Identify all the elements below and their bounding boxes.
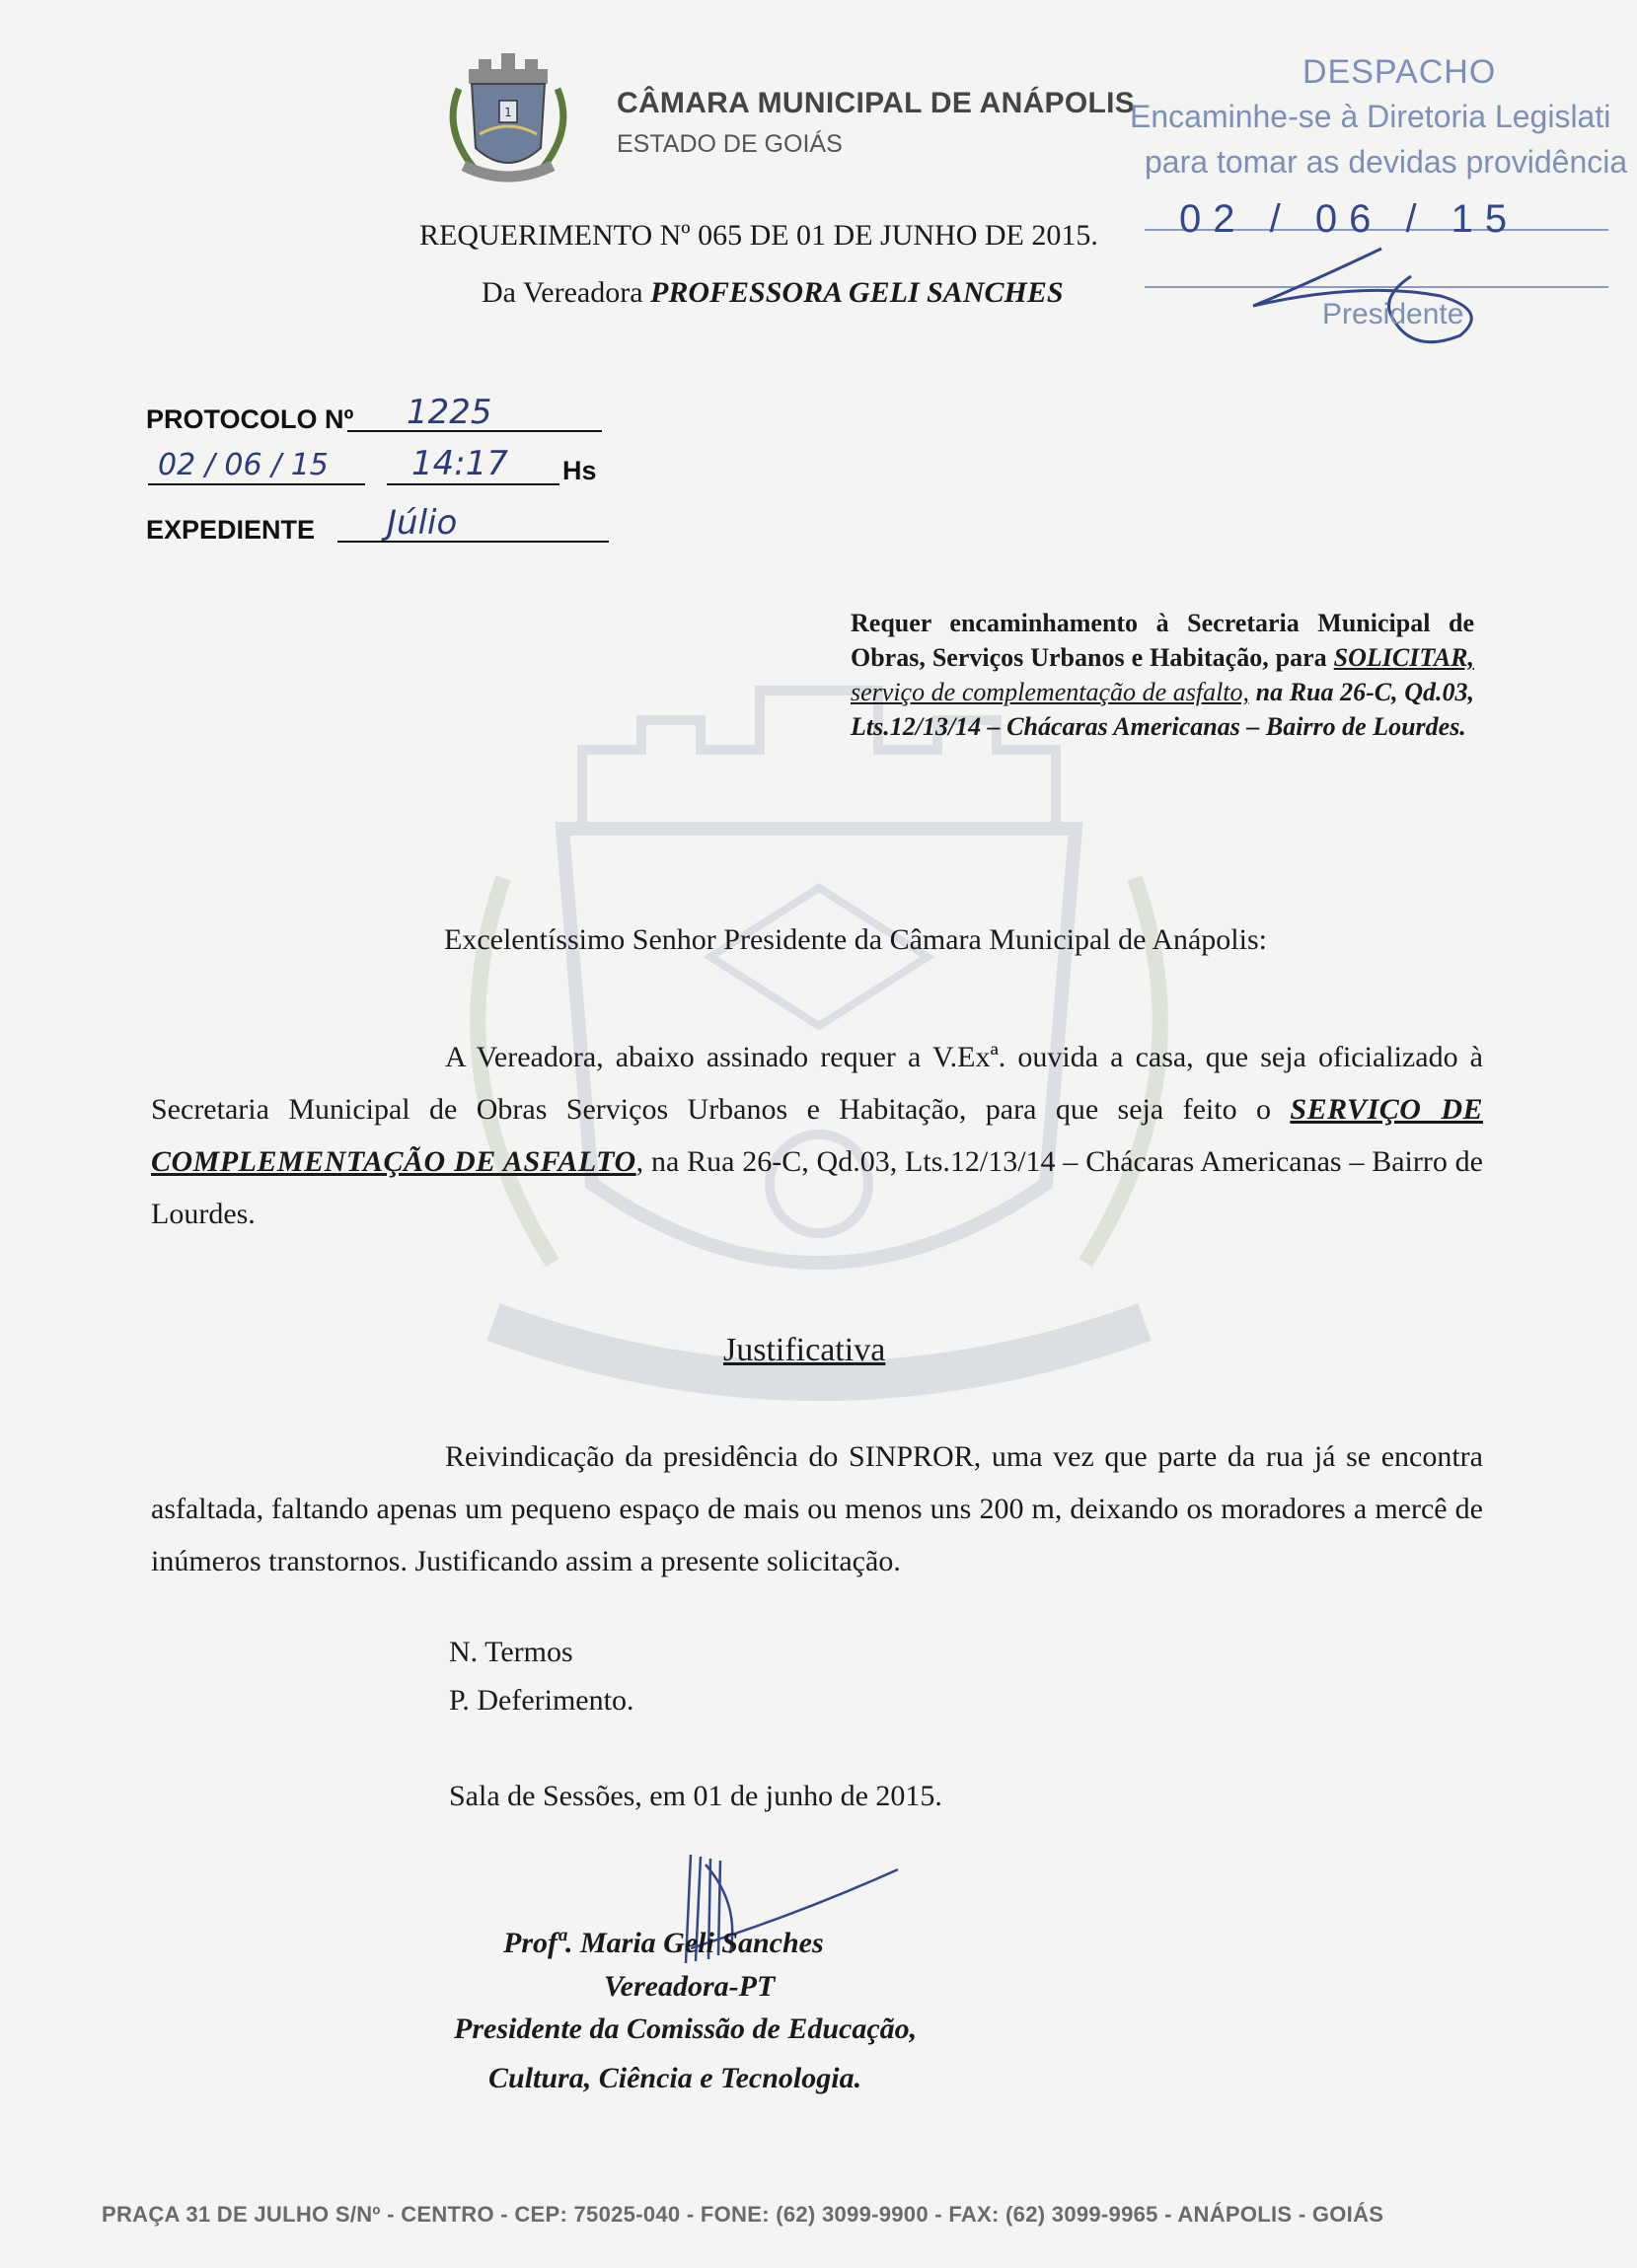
- protocol-number: [347, 393, 602, 432]
- protocol-date: [148, 444, 365, 485]
- municipal-crest-icon: [434, 39, 582, 197]
- organization-name: CÂMARA MUNICIPAL DE ANÁPOLIS: [617, 87, 1136, 119]
- request-text-a: A Vereadora, abaixo assinado requer a V.Exª. ouvida a casa, que seja oficializado à Secretaria Municipal de Obras Serviços Urbanos e Habitação, para que seja feito o: [151, 1041, 1483, 1126]
- closing-termos: N. Termos: [449, 1636, 573, 1668]
- author-prefix: Da Vereadora: [482, 276, 651, 309]
- summary-solicitar: SOLICITAR,: [1333, 643, 1474, 672]
- expediente-name: [337, 503, 609, 543]
- requerimento-author: [482, 276, 1064, 310]
- stamp-title: DESPACHO: [1302, 53, 1497, 91]
- stamp-handwritten-date: 02 / 06 / 15: [1179, 197, 1520, 241]
- summary-part-1: Requer encaminhamento à Secretaria Municipal de Obras, Serviços Urbanos e Habitação, para: [851, 609, 1474, 672]
- requerimento-summary: [851, 606, 1474, 744]
- protocol-hs-label: Hs: [562, 456, 597, 485]
- place-and-date: Sala de Sessões, em 01 de junho de 2015.: [449, 1780, 942, 1812]
- watermark-crest: [414, 631, 1224, 1421]
- protocol-date-value: 02 / 06 / 15: [158, 448, 329, 482]
- despacho-stamp: [1125, 49, 1628, 385]
- request-text-b: , na Rua 26-C, Qd.03, Lts.12/13/14 – Chácaras Americanas – Bairro de Lourdes.: [151, 1145, 1483, 1230]
- organization-state: ESTADO DE GOIÁS: [617, 130, 843, 158]
- expediente-label: EXPEDIENTE: [146, 515, 316, 545]
- signatory-committee-line-1: Presidente da Comissão de Educação,: [454, 2012, 918, 2045]
- stamp-signature-label: Presidente: [1322, 298, 1464, 330]
- justification-paragraph: [151, 1430, 1483, 1587]
- salutation: Excelentíssimo Senhor Presidente da Câmara Municipal de Anápolis:: [444, 923, 1267, 956]
- stamp-line-1: Encaminhe-se à Diretoria Legislati: [1130, 99, 1611, 134]
- svg-text:1: 1: [504, 106, 512, 119]
- expediente-name-value: Júlio: [387, 503, 458, 543]
- signatory-role: Vereadora-PT: [604, 1970, 776, 2003]
- closing-deferimento: P. Deferimento.: [449, 1684, 634, 1717]
- request-emphasis: SERVIÇO DE COMPLEMENTAÇÃO DE ASFALTO: [151, 1093, 1483, 1178]
- author-name: PROFESSORA GELI SANCHES: [650, 276, 1064, 309]
- summary-servico: serviço de complementação de asfalto,: [851, 678, 1250, 706]
- stamp-line-2: para tomar as devidas providência: [1145, 144, 1628, 180]
- protocol-time-value: 14:17: [411, 444, 508, 483]
- request-paragraph: [151, 1031, 1483, 1240]
- justification-heading: Justificativa: [723, 1332, 886, 1368]
- signatory-name: Profª. Maria Geli Sanches: [503, 1927, 824, 1959]
- summary-part-2: na Rua 26-C, Qd.03, Lts.12/13/14 – Chácaras Americanas – Bairro de Lourdes.: [851, 678, 1474, 741]
- protocol-label: PROTOCOLO Nº: [146, 404, 354, 434]
- protocol-time: [387, 444, 559, 485]
- stamp-signature-scribble-icon: [1243, 237, 1500, 355]
- protocol-number-value: 1225: [407, 393, 492, 432]
- signatory-committee-line-2: Cultura, Ciência e Tecnologia.: [488, 2062, 862, 2094]
- justification-text: Reivindicação da presidência do SINPROR, uma vez que parte da rua já se encontra asfaltada, faltando apenas um pequeno espaço de mais ou menos uns 200 m, deixando os moradores a mercê de inúmeros transtornos. Justificando assim a presente solicitação.: [151, 1440, 1483, 1577]
- requerimento-title: REQUERIMENTO Nº 065 DE 01 DE JUNHO DE 2015.: [419, 219, 1098, 252]
- footer-address: PRAÇA 31 DE JULHO S/Nº - CENTRO - CEP: 75025-040 - FONE: (62) 3099-9900 - FAX: (62) 3099-9965 - ANÁPOLIS - GOIÁS: [102, 2202, 1384, 2227]
